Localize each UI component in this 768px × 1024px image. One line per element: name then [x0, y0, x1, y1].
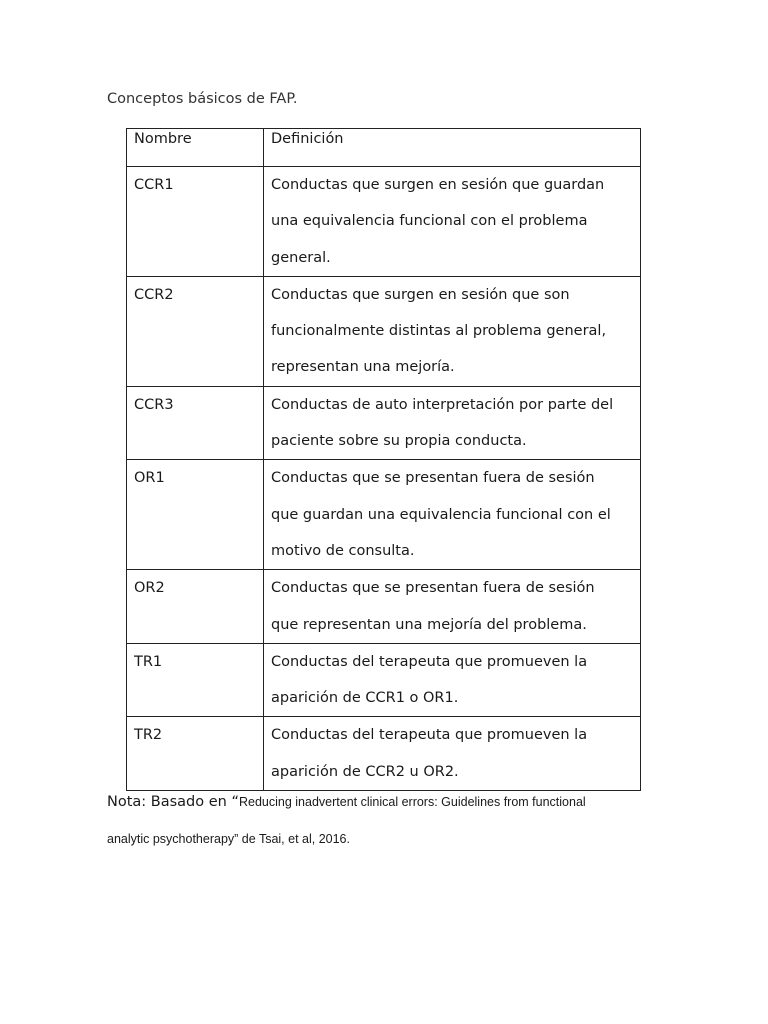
definition-line: Conductas que se presentan fuera de sesión	[271, 470, 595, 487]
concept-name-cell: OR2	[127, 570, 264, 644]
concept-definition-cell	[264, 167, 641, 277]
fap-concepts-table	[126, 128, 641, 791]
note-line-2: analytic psychotherapy” de Tsai, et al, 2016.	[107, 832, 350, 846]
definition-line: funcionalmente distintas al problema general,	[271, 323, 607, 340]
table-row	[127, 276, 641, 386]
header-cell-name: Nombre	[127, 129, 264, 167]
definition-line: motivo de consulta.	[271, 542, 415, 559]
note-source-title: Reducing inadvertent clinical errors: Guidelines from functional	[238, 795, 586, 809]
concept-definition-cell	[264, 276, 641, 386]
concept-definition-cell	[264, 717, 641, 791]
table-row	[127, 386, 641, 460]
concept-name-cell: TR1	[127, 643, 264, 717]
definition-line: Conductas de auto interpretación por parte del	[271, 396, 614, 413]
concept-definition-cell	[264, 643, 641, 717]
table-row	[127, 570, 641, 644]
definition-line: paciente sobre su propia conducta.	[271, 433, 527, 450]
definition-line: aparición de CCR1 o OR1.	[271, 690, 459, 707]
concept-name-cell: CCR2	[127, 276, 264, 386]
definition-line: Conductas del terapeuta que promueven la	[271, 653, 588, 670]
definition-line: Conductas del terapeuta que promueven la	[271, 727, 588, 744]
concept-name-cell: OR1	[127, 460, 264, 570]
table-header-row	[127, 129, 641, 167]
header-cell-definition: Definición	[264, 129, 641, 167]
definition-line: una equivalencia funcional con el problema	[271, 213, 588, 230]
concept-name-cell: CCR1	[127, 167, 264, 277]
concept-definition-cell	[264, 386, 641, 460]
table-row	[127, 717, 641, 791]
table-row	[127, 643, 641, 717]
concept-definition-cell	[264, 570, 641, 644]
definition-line: general.	[271, 249, 331, 266]
concept-name-cell: CCR3	[127, 386, 264, 460]
definition-line: Conductas que surgen en sesión que guardan	[271, 177, 605, 193]
definition-line: aparición de CCR2 u OR2.	[271, 763, 459, 780]
definition-line: que guardan una equivalencia funcional con el	[271, 506, 611, 523]
concept-name-cell: TR2	[127, 717, 264, 791]
note-line-1	[107, 782, 667, 821]
table-row	[127, 167, 641, 277]
definition-line: que representan una mejoría del problema.	[271, 616, 587, 633]
table-row	[127, 460, 641, 570]
definition-line: Conductas que surgen en sesión que son	[271, 286, 570, 303]
definition-line: Conductas que se presentan fuera de sesión	[271, 580, 595, 597]
document-title: Conceptos básicos de FAP.	[107, 91, 298, 107]
definition-line: representan una mejoría.	[271, 359, 455, 376]
table-note	[107, 782, 667, 858]
note-prefix: Nota: Basado en “	[107, 794, 239, 810]
concept-definition-cell	[264, 460, 641, 570]
